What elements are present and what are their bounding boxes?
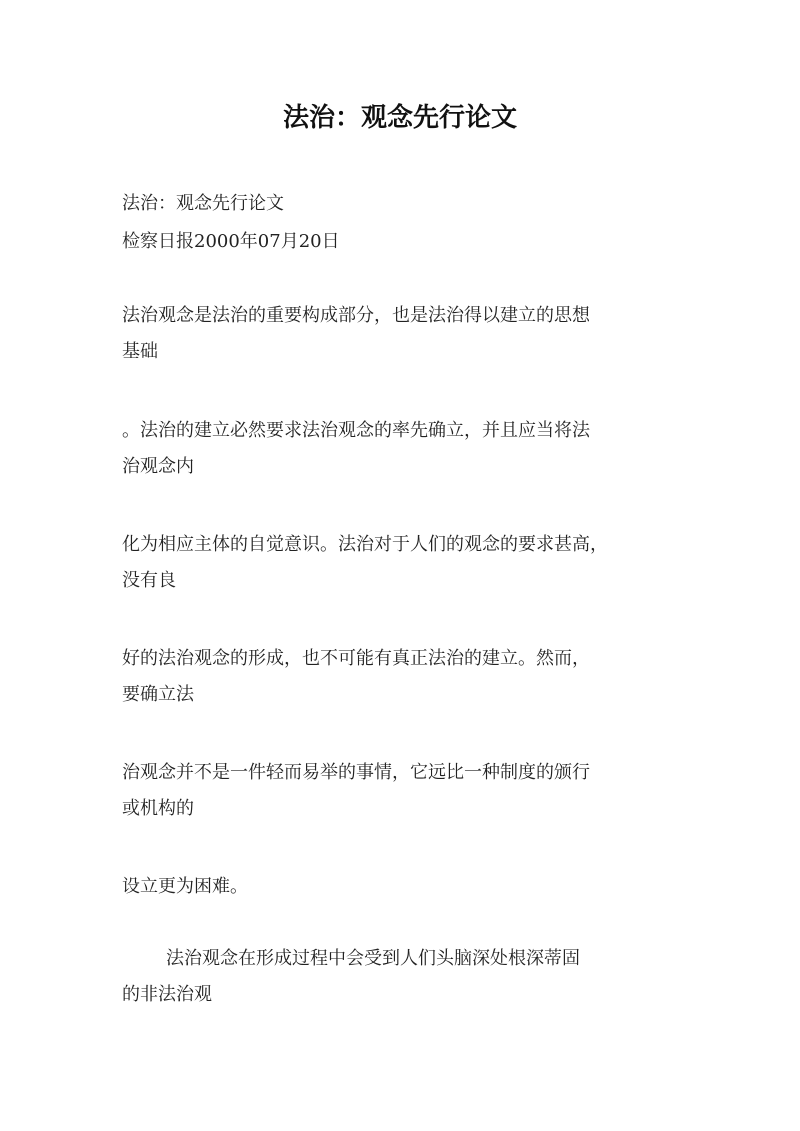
paragraph-line: 化为相应主体的自觉意识。法治对于人们的观念的要求甚高，: [122, 534, 608, 555]
paragraph-line: 。法治的建立必然要求法治观念的率先确立，并且应当将法: [122, 420, 590, 441]
paragraph-2: [122, 413, 702, 485]
paragraph-line: 治观念内: [122, 456, 194, 477]
paragraph-line: 的非法治观: [122, 984, 212, 1005]
paragraph-line: 设立更为困难。: [122, 876, 248, 897]
document-title: 法治：观念先行论文: [282, 103, 517, 133]
paragraph-3: [122, 527, 702, 599]
paragraph-6: [122, 869, 702, 905]
paragraph-7: [122, 941, 702, 1013]
document-subtitle: 法治：观念先行论文: [122, 193, 284, 214]
paragraph-line: 没有良: [122, 570, 176, 591]
paragraph-line: 法治观念是法治的重要构成部分，也是法治得以建立的思想: [122, 305, 590, 326]
paragraph-4: [122, 641, 702, 713]
paragraph-line: 法治观念在形成过程中会受到人们头脑深处根深蒂固: [166, 948, 580, 969]
paragraph-line: 治观念并不是一件轻而易举的事情，它远比一种制度的颁行: [122, 762, 590, 783]
paragraph-5: [122, 755, 702, 827]
paragraph-1: [122, 298, 702, 370]
document-source-line: 检察日报2000年07月20日: [122, 231, 340, 252]
paragraph-line: 或机构的: [122, 798, 194, 819]
paragraph-line: 基础: [122, 341, 158, 362]
paragraph-line: 要确立法: [122, 684, 194, 705]
paragraph-line: 好的法治观念的形成，也不可能有真正法治的建立。然而，: [122, 648, 590, 669]
